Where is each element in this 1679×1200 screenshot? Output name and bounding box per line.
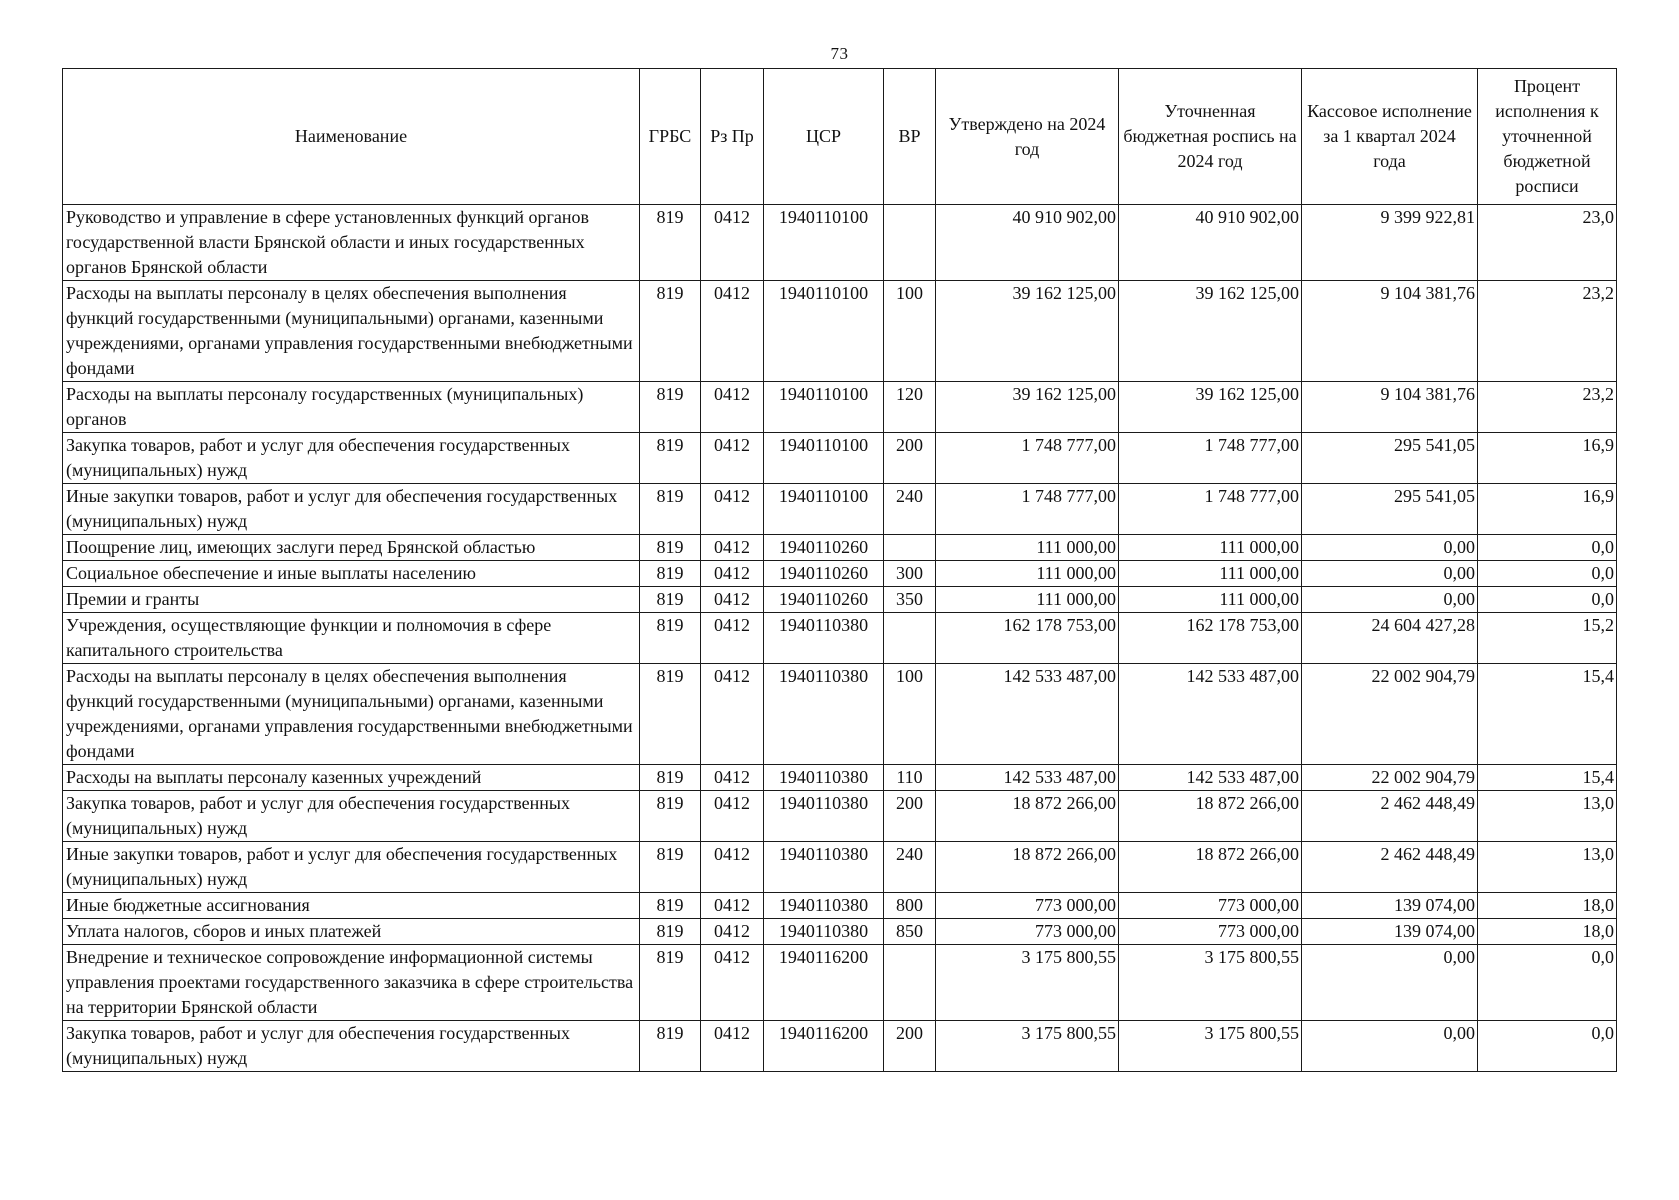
- cell-name: Поощрение лиц, имеющих заслуги перед Брянской областью: [63, 535, 640, 561]
- cell-name: Руководство и управление в сфере установленных функций органов государственной власти Брянской области и иных государственных органов Брянской области: [63, 205, 640, 281]
- cell-refined: 39 162 125,00: [1119, 382, 1302, 433]
- cell-grbs: 819: [640, 1021, 701, 1072]
- cell-name: Закупка товаров, работ и услуг для обеспечения государственных (муниципальных) нужд: [63, 791, 640, 842]
- table-row: [63, 1021, 1617, 1072]
- header-csr: ЦСР: [764, 69, 884, 205]
- table-row: [63, 664, 1617, 765]
- cell-grbs: 819: [640, 281, 701, 382]
- cell-rzpr: 0412: [701, 484, 764, 535]
- cell-percent: 16,9: [1478, 484, 1617, 535]
- table-row: [63, 281, 1617, 382]
- cell-vr: 200: [884, 1021, 936, 1072]
- cell-refined: 39 162 125,00: [1119, 281, 1302, 382]
- cell-vr: 110: [884, 765, 936, 791]
- cell-approved: 111 000,00: [936, 587, 1119, 613]
- table-row: [63, 791, 1617, 842]
- header-percent: Процент исполнения к уточненной бюджетной росписи: [1478, 69, 1617, 205]
- cell-approved: 1 748 777,00: [936, 433, 1119, 484]
- header-refined: Уточненная бюджетная роспись на 2024 год: [1119, 69, 1302, 205]
- cell-vr: 100: [884, 281, 936, 382]
- cell-cash: 9 104 381,76: [1302, 382, 1478, 433]
- cell-rzpr: 0412: [701, 535, 764, 561]
- cell-rzpr: 0412: [701, 893, 764, 919]
- cell-refined: 773 000,00: [1119, 893, 1302, 919]
- cell-grbs: 819: [640, 205, 701, 281]
- cell-vr: [884, 205, 936, 281]
- table-row: [63, 842, 1617, 893]
- cell-approved: 39 162 125,00: [936, 382, 1119, 433]
- cell-cash: 0,00: [1302, 945, 1478, 1021]
- header-approved: Утверждено на 2024 год: [936, 69, 1119, 205]
- cell-csr: 1940116200: [764, 1021, 884, 1072]
- cell-vr: 850: [884, 919, 936, 945]
- cell-csr: 1940110380: [764, 613, 884, 664]
- table-row: [63, 433, 1617, 484]
- cell-percent: 18,0: [1478, 919, 1617, 945]
- cell-cash: 22 002 904,79: [1302, 664, 1478, 765]
- cell-vr: 100: [884, 664, 936, 765]
- cell-cash: 295 541,05: [1302, 433, 1478, 484]
- table-row: [63, 587, 1617, 613]
- cell-name: Расходы на выплаты персоналу казенных учреждений: [63, 765, 640, 791]
- cell-rzpr: 0412: [701, 664, 764, 765]
- cell-approved: 18 872 266,00: [936, 791, 1119, 842]
- cell-cash: 22 002 904,79: [1302, 765, 1478, 791]
- cell-cash: 2 462 448,49: [1302, 842, 1478, 893]
- cell-grbs: 819: [640, 484, 701, 535]
- cell-refined: 40 910 902,00: [1119, 205, 1302, 281]
- cell-csr: 1940116200: [764, 945, 884, 1021]
- cell-grbs: 819: [640, 587, 701, 613]
- cell-grbs: 819: [640, 765, 701, 791]
- cell-percent: 23,0: [1478, 205, 1617, 281]
- budget-execution-table: [62, 68, 1617, 1072]
- cell-percent: 0,0: [1478, 1021, 1617, 1072]
- cell-cash: 139 074,00: [1302, 919, 1478, 945]
- cell-csr: 1940110380: [764, 765, 884, 791]
- cell-approved: 142 533 487,00: [936, 765, 1119, 791]
- cell-csr: 1940110100: [764, 281, 884, 382]
- cell-name: Социальное обеспечение и иные выплаты населению: [63, 561, 640, 587]
- cell-percent: 18,0: [1478, 893, 1617, 919]
- cell-csr: 1940110380: [764, 664, 884, 765]
- cell-grbs: 819: [640, 613, 701, 664]
- table-row: [63, 945, 1617, 1021]
- cell-rzpr: 0412: [701, 1021, 764, 1072]
- cell-csr: 1940110260: [764, 561, 884, 587]
- cell-percent: 0,0: [1478, 945, 1617, 1021]
- cell-refined: 1 748 777,00: [1119, 484, 1302, 535]
- cell-percent: 23,2: [1478, 382, 1617, 433]
- cell-refined: 3 175 800,55: [1119, 945, 1302, 1021]
- cell-name: Закупка товаров, работ и услуг для обеспечения государственных (муниципальных) нужд: [63, 1021, 640, 1072]
- cell-rzpr: 0412: [701, 945, 764, 1021]
- cell-name: Иные закупки товаров, работ и услуг для обеспечения государственных (муниципальных) нужд: [63, 484, 640, 535]
- cell-vr: [884, 613, 936, 664]
- cell-approved: 39 162 125,00: [936, 281, 1119, 382]
- cell-vr: [884, 945, 936, 1021]
- cell-percent: 15,2: [1478, 613, 1617, 664]
- cell-cash: 0,00: [1302, 535, 1478, 561]
- cell-rzpr: 0412: [701, 919, 764, 945]
- cell-name: Иные закупки товаров, работ и услуг для обеспечения государственных (муниципальных) нужд: [63, 842, 640, 893]
- cell-cash: 139 074,00: [1302, 893, 1478, 919]
- cell-name: Расходы на выплаты персоналу в целях обеспечения выполнения функций государственными (муниципальными) органами, казенными учреждениями, органами управления государственными внебюджетными фондами: [63, 281, 640, 382]
- cell-approved: 162 178 753,00: [936, 613, 1119, 664]
- cell-name: Расходы на выплаты персоналу государственных (муниципальных) органов: [63, 382, 640, 433]
- cell-percent: 0,0: [1478, 535, 1617, 561]
- cell-rzpr: 0412: [701, 765, 764, 791]
- cell-csr: 1940110100: [764, 382, 884, 433]
- cell-percent: 23,2: [1478, 281, 1617, 382]
- cell-grbs: 819: [640, 433, 701, 484]
- cell-csr: 1940110260: [764, 587, 884, 613]
- cell-rzpr: 0412: [701, 433, 764, 484]
- cell-name: Уплата налогов, сборов и иных платежей: [63, 919, 640, 945]
- cell-cash: 0,00: [1302, 1021, 1478, 1072]
- cell-csr: 1940110100: [764, 484, 884, 535]
- table-header: [63, 69, 1617, 205]
- cell-approved: 40 910 902,00: [936, 205, 1119, 281]
- cell-csr: 1940110100: [764, 433, 884, 484]
- cell-approved: 142 533 487,00: [936, 664, 1119, 765]
- cell-csr: 1940110380: [764, 919, 884, 945]
- cell-cash: 9 104 381,76: [1302, 281, 1478, 382]
- header-cash: Кассовое исполнение за 1 квартал 2024 года: [1302, 69, 1478, 205]
- table-row: [63, 535, 1617, 561]
- cell-refined: 1 748 777,00: [1119, 433, 1302, 484]
- cell-approved: 773 000,00: [936, 919, 1119, 945]
- cell-cash: 2 462 448,49: [1302, 791, 1478, 842]
- cell-refined: 142 533 487,00: [1119, 664, 1302, 765]
- cell-grbs: 819: [640, 382, 701, 433]
- cell-percent: 0,0: [1478, 587, 1617, 613]
- cell-percent: 16,9: [1478, 433, 1617, 484]
- cell-rzpr: 0412: [701, 842, 764, 893]
- cell-vr: 240: [884, 484, 936, 535]
- cell-approved: 1 748 777,00: [936, 484, 1119, 535]
- cell-vr: 350: [884, 587, 936, 613]
- cell-name: Внедрение и техническое сопровождение информационной системы управления проектами государственного заказчика в сфере строительства на территории Брянской области: [63, 945, 640, 1021]
- cell-csr: 1940110380: [764, 893, 884, 919]
- cell-approved: 3 175 800,55: [936, 945, 1119, 1021]
- table-row: [63, 382, 1617, 433]
- cell-percent: 13,0: [1478, 842, 1617, 893]
- cell-name: Премии и гранты: [63, 587, 640, 613]
- cell-vr: 800: [884, 893, 936, 919]
- cell-name: Расходы на выплаты персоналу в целях обеспечения выполнения функций государственными (муниципальными) органами, казенными учреждениями, органами управления государственными внебюджетными фондами: [63, 664, 640, 765]
- cell-rzpr: 0412: [701, 205, 764, 281]
- table-row: [63, 919, 1617, 945]
- cell-grbs: 819: [640, 791, 701, 842]
- header-row: [63, 69, 1617, 205]
- table-row: [63, 613, 1617, 664]
- table-row: [63, 765, 1617, 791]
- cell-cash: 24 604 427,28: [1302, 613, 1478, 664]
- cell-rzpr: 0412: [701, 587, 764, 613]
- cell-refined: 142 533 487,00: [1119, 765, 1302, 791]
- cell-percent: 0,0: [1478, 561, 1617, 587]
- cell-vr: [884, 535, 936, 561]
- cell-csr: 1940110380: [764, 842, 884, 893]
- cell-csr: 1940110100: [764, 205, 884, 281]
- cell-grbs: 819: [640, 893, 701, 919]
- header-rzpr: Рз Пр: [701, 69, 764, 205]
- cell-approved: 111 000,00: [936, 561, 1119, 587]
- cell-approved: 18 872 266,00: [936, 842, 1119, 893]
- cell-csr: 1940110260: [764, 535, 884, 561]
- cell-vr: 240: [884, 842, 936, 893]
- cell-cash: 0,00: [1302, 587, 1478, 613]
- cell-grbs: 819: [640, 945, 701, 1021]
- cell-grbs: 819: [640, 842, 701, 893]
- cell-name: Закупка товаров, работ и услуг для обеспечения государственных (муниципальных) нужд: [63, 433, 640, 484]
- cell-cash: 9 399 922,81: [1302, 205, 1478, 281]
- cell-grbs: 819: [640, 919, 701, 945]
- cell-cash: 295 541,05: [1302, 484, 1478, 535]
- cell-approved: 3 175 800,55: [936, 1021, 1119, 1072]
- cell-csr: 1940110380: [764, 791, 884, 842]
- header-grbs: ГРБС: [640, 69, 701, 205]
- cell-percent: 15,4: [1478, 765, 1617, 791]
- cell-vr: 200: [884, 791, 936, 842]
- cell-vr: 120: [884, 382, 936, 433]
- cell-refined: 18 872 266,00: [1119, 842, 1302, 893]
- cell-name: Учреждения, осуществляющие функции и полномочия в сфере капитального строительства: [63, 613, 640, 664]
- cell-rzpr: 0412: [701, 561, 764, 587]
- header-vr: ВР: [884, 69, 936, 205]
- cell-rzpr: 0412: [701, 613, 764, 664]
- cell-name: Иные бюджетные ассигнования: [63, 893, 640, 919]
- cell-percent: 13,0: [1478, 791, 1617, 842]
- table-row: [63, 484, 1617, 535]
- table-body: [63, 205, 1617, 1072]
- cell-rzpr: 0412: [701, 281, 764, 382]
- cell-rzpr: 0412: [701, 382, 764, 433]
- table-row: [63, 561, 1617, 587]
- cell-grbs: 819: [640, 535, 701, 561]
- cell-approved: 111 000,00: [936, 535, 1119, 561]
- cell-refined: 773 000,00: [1119, 919, 1302, 945]
- header-name: Наименование: [63, 69, 640, 205]
- cell-grbs: 819: [640, 664, 701, 765]
- table-row: [63, 893, 1617, 919]
- cell-rzpr: 0412: [701, 791, 764, 842]
- cell-refined: 111 000,00: [1119, 561, 1302, 587]
- table-row: [63, 205, 1617, 281]
- cell-refined: 3 175 800,55: [1119, 1021, 1302, 1072]
- cell-cash: 0,00: [1302, 561, 1478, 587]
- cell-refined: 111 000,00: [1119, 535, 1302, 561]
- cell-approved: 773 000,00: [936, 893, 1119, 919]
- cell-vr: 300: [884, 561, 936, 587]
- cell-refined: 111 000,00: [1119, 587, 1302, 613]
- cell-vr: 200: [884, 433, 936, 484]
- cell-refined: 18 872 266,00: [1119, 791, 1302, 842]
- page-number: 73: [830, 44, 849, 63]
- cell-grbs: 819: [640, 561, 701, 587]
- cell-refined: 162 178 753,00: [1119, 613, 1302, 664]
- cell-percent: 15,4: [1478, 664, 1617, 765]
